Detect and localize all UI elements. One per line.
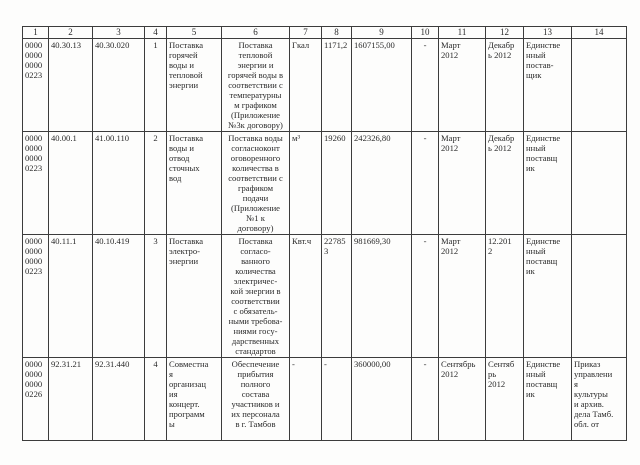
requirements-cell: Поставка воды согласноконт оговоренного количества в соответствии с графиком подачи (Приложение №1 к договору) [222, 132, 290, 235]
justification-cell [572, 39, 627, 132]
quantity-cell: 19260 [322, 132, 352, 235]
procurement-method-cell: Единстве нный поставщ ик [524, 235, 572, 358]
end-date-cell: 12.201 2 [486, 235, 524, 358]
lot-number-cell: 1 [145, 39, 167, 132]
justification-cell: Приказ управлени я культуры и архив. дела Тамб. обл. от [572, 358, 627, 441]
unit-cell: Гкал [290, 39, 322, 132]
column-number: 1 [23, 27, 49, 39]
table-row [23, 235, 627, 358]
column-number: 7 [290, 27, 322, 39]
start-date-cell: Март 2012 [439, 132, 486, 235]
table-row [23, 132, 627, 235]
contract-subject-cell: Поставка горячей воды и тепловой энергии [167, 39, 222, 132]
column-number: 3 [93, 27, 145, 39]
prepayment-cell: - [412, 132, 439, 235]
kbk-code-cell: 0000 0000 0000 0223 [23, 39, 49, 132]
okved-cell: 40.11.1 [49, 235, 93, 358]
justification-cell [572, 132, 627, 235]
procurement-method-cell: Единстве нный постав- щик [524, 39, 572, 132]
kbk-code-cell: 0000 0000 0000 0223 [23, 235, 49, 358]
procurement-plan-table [22, 26, 627, 441]
unit-cell: Квт.ч [290, 235, 322, 358]
column-number: 10 [412, 27, 439, 39]
quantity-cell: - [322, 358, 352, 441]
price-cell: 360000,00 [352, 358, 412, 441]
end-date-cell: Сентяб рь 2012 [486, 358, 524, 441]
price-cell: 1607155,00 [352, 39, 412, 132]
lot-number-cell: 3 [145, 235, 167, 358]
start-date-cell: Март 2012 [439, 39, 486, 132]
procurement-method-cell: Единстве нный поставщ ик [524, 132, 572, 235]
end-date-cell: Декабр ь 2012 [486, 39, 524, 132]
prepayment-cell: - [412, 358, 439, 441]
lot-number-cell: 4 [145, 358, 167, 441]
okved-cell: 40.00.1 [49, 132, 93, 235]
okved-cell: 40.30.13 [49, 39, 93, 132]
prepayment-cell: - [412, 235, 439, 358]
column-number: 12 [486, 27, 524, 39]
lot-number-cell: 2 [145, 132, 167, 235]
unit-cell: - [290, 358, 322, 441]
column-number: 9 [352, 27, 412, 39]
okdp-cell: 41.00.110 [93, 132, 145, 235]
table-row [23, 39, 627, 132]
column-number: 4 [145, 27, 167, 39]
okdp-cell: 92.31.440 [93, 358, 145, 441]
end-date-cell: Декабр ь 2012 [486, 132, 524, 235]
table-row [23, 358, 627, 441]
column-number-row [23, 27, 627, 39]
contract-subject-cell: Совместна я организац ия концерт. программ ы [167, 358, 222, 441]
contract-subject-cell: Поставка электро- энергии [167, 235, 222, 358]
okdp-cell: 40.10.419 [93, 235, 145, 358]
kbk-code-cell: 0000 0000 0000 0226 [23, 358, 49, 441]
procurement-method-cell: Единстве нный поставщ ик [524, 358, 572, 441]
unit-cell: м³ [290, 132, 322, 235]
requirements-cell: Поставка согласо- ванного количества электричес- кой энергии в соответствии с обязатель- ными требова- ниями госу- дарственных стандартов [222, 235, 290, 358]
price-cell: 242326,80 [352, 132, 412, 235]
column-number: 2 [49, 27, 93, 39]
column-number: 11 [439, 27, 486, 39]
requirements-cell: Поставка тепловой энергии и горячей воды в соответствии с температурны м графиком (Приложение №3к договору) [222, 39, 290, 132]
column-number: 6 [222, 27, 290, 39]
quantity-cell: 1171,2 [322, 39, 352, 132]
column-number: 13 [524, 27, 572, 39]
requirements-cell: Обеспечение прибытия полного состава участников и их персонала в г. Тамбов [222, 358, 290, 441]
start-date-cell: Март 2012 [439, 235, 486, 358]
kbk-code-cell: 0000 0000 0000 0223 [23, 132, 49, 235]
quantity-cell: 227853 [322, 235, 352, 358]
justification-cell [572, 235, 627, 358]
start-date-cell: Сентябрь 2012 [439, 358, 486, 441]
price-cell: 981669,30 [352, 235, 412, 358]
okved-cell: 92.31.21 [49, 358, 93, 441]
prepayment-cell: - [412, 39, 439, 132]
okdp-cell: 40.30.020 [93, 39, 145, 132]
column-number: 14 [572, 27, 627, 39]
column-number: 5 [167, 27, 222, 39]
column-number: 8 [322, 27, 352, 39]
contract-subject-cell: Поставка воды и отвод сточных вод [167, 132, 222, 235]
